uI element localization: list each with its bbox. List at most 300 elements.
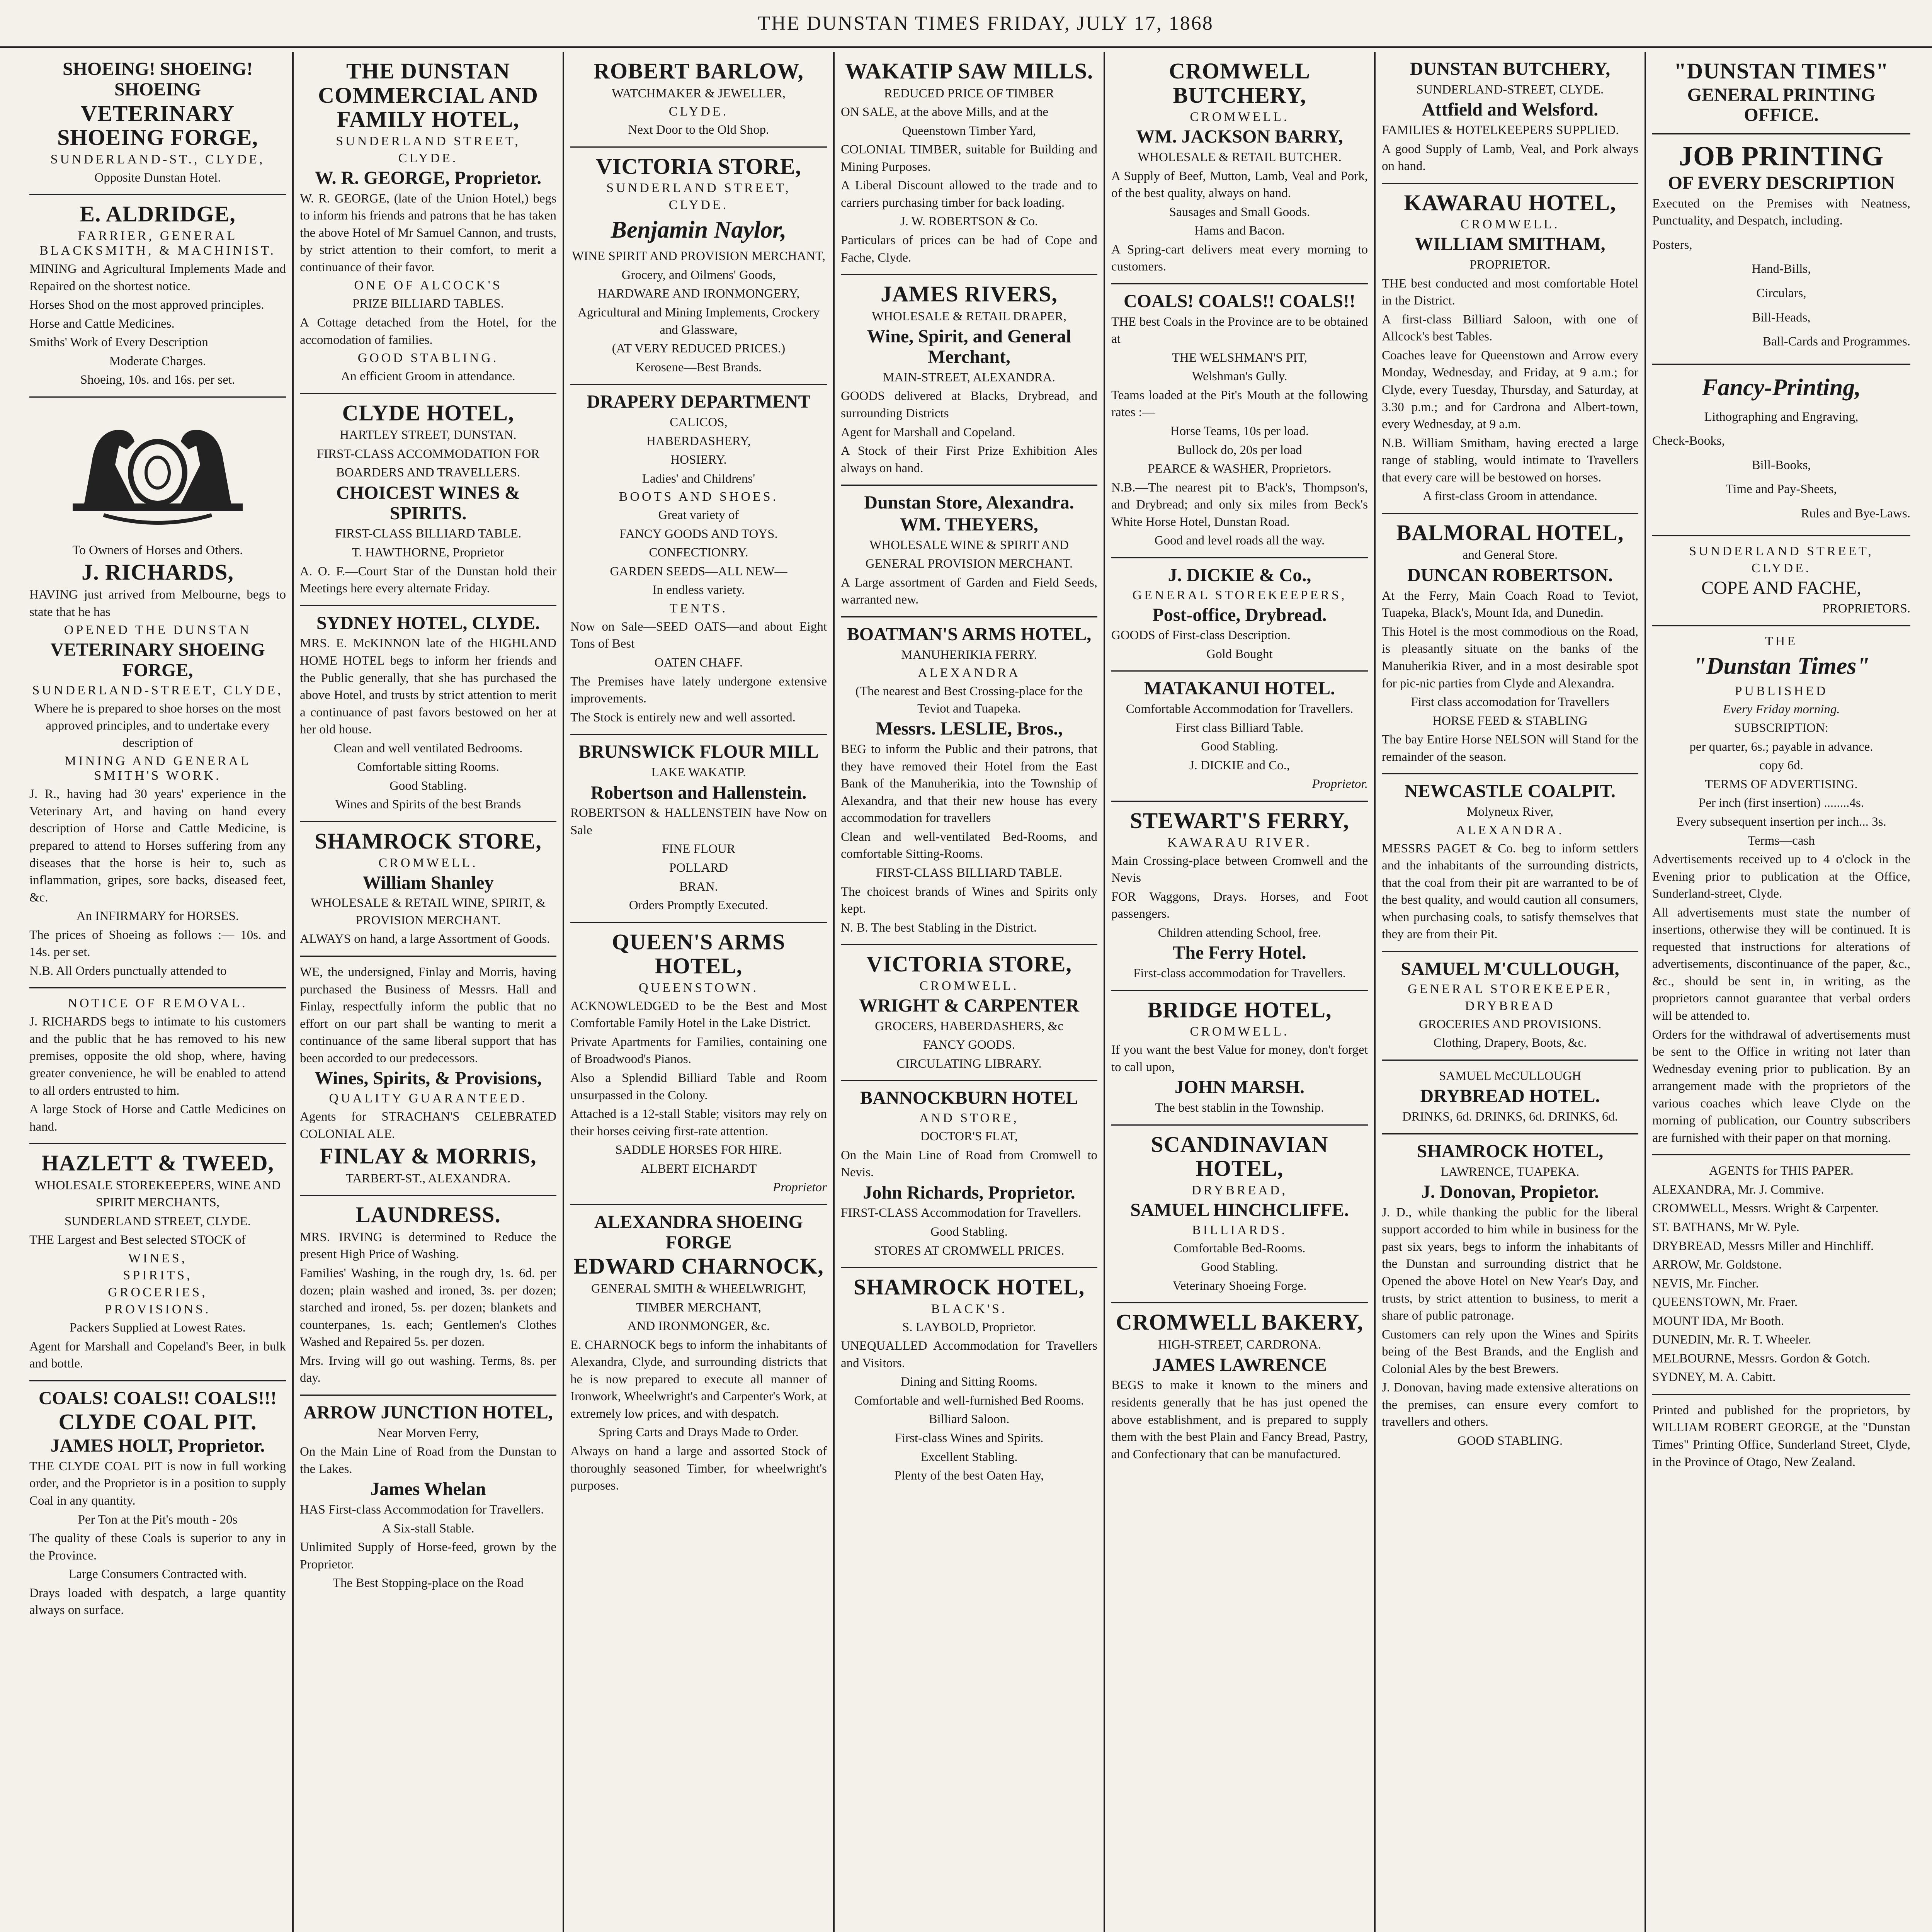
ad-line: WATCHMAKER & JEWELLER, <box>611 86 786 100</box>
ad-body: HAS First-class Accommodation for Travellers. <box>300 1503 544 1517</box>
ad-line: Good Stabling. <box>930 1225 1008 1239</box>
ad-subheading: SUNDERLAND-ST., CLYDE, <box>50 152 265 167</box>
ad-body: On the Main Line of Road from the Dunstan to the Lakes. <box>300 1445 556 1476</box>
ad-line: FIRST-CLASS BILLIARD TABLE. <box>335 527 522 541</box>
ad-heading: LAUNDRESS. <box>355 1202 501 1228</box>
ad-line: FINE FLOUR <box>662 842 735 856</box>
ad-wakatip-saw-mills <box>841 52 1097 275</box>
ad-heading: BALMORAL HOTEL, <box>1396 520 1624 545</box>
ad-dunstan-butchery <box>1382 52 1638 184</box>
ad-subheading: FARRIER, GENERAL BLACKSMITH, & MACHINIST. <box>39 229 276 258</box>
ad-shamrock-hotel-blacks <box>841 1268 1097 1492</box>
ad-heading: QUEEN'S ARMS HOTEL, <box>612 929 786 979</box>
ad-heading: Wine, Spirit, and General Merchant, <box>867 326 1071 367</box>
ad-heading: SCANDINAVIAN HOTEL, <box>1151 1131 1328 1181</box>
ad-heading: W. R. GEORGE, Proprietor. <box>315 167 542 188</box>
ad-line: In endless variety. <box>652 583 745 597</box>
ad-body: Smiths' Work of Every Description <box>29 335 208 350</box>
ad-heading: ROBERT BARLOW, <box>594 58 804 83</box>
ad-shamrock-hotel-lawrence <box>1382 1134 1638 1458</box>
ad-line: Circulars, <box>1756 286 1806 300</box>
ad-job-printing <box>1652 134 1910 364</box>
ad-subheading: QUEENSTOWN. <box>639 980 759 995</box>
ad-line: PRIZE BILLIARD TABLES. <box>352 297 504 311</box>
ad-body: Attached is a 12-stall Stable; visitors may rely on their horses ceiving first-rate attention. <box>570 1107 827 1138</box>
ad-line: LAWRENCE, TUAPEKA. <box>1440 1165 1580 1179</box>
ad-body: Advertisements received up to 4 o'clock in the Evening prior to publication at the Office, Sunderland-street, Clyde. <box>1652 852 1910 901</box>
ad-line: HARTLEY STREET, DUNSTAN. <box>340 428 517 442</box>
ad-body: The quality of these Coals is superior to any in the Province. <box>29 1531 286 1563</box>
ad-line: Per inch (first insertion) ........4s. <box>1698 796 1864 810</box>
ad-line: Good Stabling. <box>1201 740 1278 754</box>
ad-heading: COALS! COALS!! COALS!! <box>1123 291 1356 311</box>
ad-heading: CLYDE HOTEL, <box>342 400 514 425</box>
ad-aldridge <box>29 195 286 397</box>
ad-cromwell-butchery <box>1111 52 1368 284</box>
ad-line: SUNDERLAND STREET, CLYDE. <box>65 1214 251 1228</box>
ad-heading: DUNCAN ROBERTSON. <box>1407 565 1613 586</box>
ad-heading: VICTORIA STORE, <box>866 951 1072 977</box>
ad-body: Horse and Cattle Medicines. <box>29 316 175 331</box>
ad-fancy-printing <box>1652 365 1910 537</box>
ad-heading: Benjamin Naylor, <box>611 217 787 243</box>
ad-heading: EDWARD CHARNOCK, <box>573 1253 824 1279</box>
ad-subheading: SUNDERLAND STREET, <box>1689 544 1874 559</box>
ad-body: A Stock of their First Prize Exhibition Ales always on hand. <box>841 444 1097 475</box>
ad-line: (AT VERY REDUCED PRICES.) <box>612 342 786 356</box>
ad-line: HORSE FEED & STABLING <box>1432 714 1588 728</box>
ad-line: FIRST-CLASS BILLIARD TABLE. <box>876 866 1063 880</box>
ad-heading: J. DICKIE & Co., <box>1168 565 1311 585</box>
ad-subheading: CLYDE. <box>398 151 458 165</box>
ad-heading: DRYBREAD HOTEL. <box>1420 1086 1600 1107</box>
ad-body: ON SALE, at the above Mills, and at the <box>841 105 1049 119</box>
ad-subheading: DRYBREAD, <box>1192 1183 1287 1198</box>
ad-heading: WM. JACKSON BARRY, <box>1136 126 1343 147</box>
ad-line: GROCERIES AND PROVISIONS. <box>1418 1017 1602 1031</box>
ad-line: Ball-Cards and Programmes. <box>1762 335 1910 349</box>
agent-line: ALEXANDRA, Mr. J. Commive. <box>1652 1182 1824 1197</box>
ad-line: GOOD STABLING. <box>1457 1434 1563 1448</box>
ad-line: Rules and Bye-Laws. <box>1801 506 1910 520</box>
ad-heading: William Shanley <box>362 872 494 893</box>
ad-line: Gold Bought <box>1206 647 1273 661</box>
ad-body: J. RICHARDS begs to intimate to his customers and the public that he has removed to his new premises, opposite the old shop, where, having greater convenience, he will be enabled to attend to all orders entrusted to him. <box>29 1015 286 1098</box>
agent-line: DUNEDIN, Mr. R. T. Wheeler. <box>1652 1333 1811 1347</box>
ad-heading: James Whelan <box>370 1479 486 1500</box>
ad-heading: SHAMROCK HOTEL, <box>853 1274 1085 1300</box>
ad-line: PROPRIETOR. <box>1469 258 1551 272</box>
ad-body: The prices of Shoeing as follows :— 10s. and 14s. per set. <box>29 928 286 959</box>
ad-heading: WILLIAM SMITHAM, <box>1415 234 1605 255</box>
ad-body: Particulars of prices can be had of Cope and Fache, Clyde. <box>841 233 1097 265</box>
ad-heading: "DUNSTAN TIMES" <box>1674 58 1889 83</box>
ad-clyde-coal-pit <box>29 1381 286 1627</box>
ad-line: S. LAYBOLD, Proprietor. <box>902 1320 1036 1334</box>
ad-heading: "Dunstan Times" <box>1693 653 1870 679</box>
ad-line: Time and Pay-Sheets, <box>1726 482 1837 497</box>
column-4 <box>835 52 1105 1932</box>
ad-heading: JAMES LAWRENCE <box>1152 1354 1327 1375</box>
ad-line: OATEN CHAFF. <box>654 655 743 670</box>
ad-line: PEARCE & WASHER, Proprietors. <box>1148 462 1332 476</box>
ad-arrow-junction-hotel <box>300 1396 556 1600</box>
ad-line: SUNDERLAND-STREET, CLYDE. <box>1416 82 1604 97</box>
agent-line: NEVIS, Mr. Fincher. <box>1652 1276 1759 1291</box>
ad-heading: OF EVERY DESCRIPTION <box>1668 172 1895 193</box>
ad-heading: SAMUEL M'CULLOUGH, <box>1401 958 1619 979</box>
ad-subheading: KAWARAU RIVER. <box>1167 835 1312 850</box>
ad-line: Children attending School, free. <box>1158 925 1321 940</box>
ad-body: Agent for Marshall and Copeland's Beer, in bulk and bottle. <box>29 1339 286 1371</box>
ad-agents <box>1652 1155 1910 1395</box>
ad-body: A first-class Billiard Saloon, with one of Allcock's best Tables. <box>1382 312 1638 344</box>
ad-body: A Supply of Beef, Mutton, Lamb, Veal and Pork, of the best quality, always on hand. <box>1111 169 1368 201</box>
ad-line: SAMUEL McCULLOUGH <box>1439 1069 1582 1083</box>
ad-line: HIGH-STREET, CARDRONA. <box>1158 1338 1321 1352</box>
ad-line: THE WELSHMAN'S PIT, <box>1172 350 1308 365</box>
ad-line: PROPRIETORS. <box>1822 602 1910 616</box>
ad-heading: ALEXANDRA SHOEING FORGE <box>594 1211 803 1253</box>
ad-line: BRAN. <box>679 879 718 894</box>
ad-line: J. DICKIE and Co., <box>1189 758 1290 772</box>
agent-line: DRYBREAD, Messrs Miller and Hinchliff. <box>1652 1239 1874 1253</box>
ad-line: HABERDASHERY, <box>646 434 751 448</box>
ad-line: Check-Books, <box>1652 434 1725 448</box>
ad-heading: GENERAL PRINTING OFFICE. <box>1687 84 1876 126</box>
ad-line: LAKE WAKATIP. <box>651 765 746 779</box>
ad-body: At the Ferry, Main Coach Road to Teviot, Tuapeka, Black's, Mount Ida, and Dunedin. <box>1382 588 1638 620</box>
ad-shamrock-store <box>300 822 556 957</box>
page-columns <box>23 52 1932 1932</box>
ad-body: ALWAYS on hand, a large Assortment of Goods. <box>300 932 550 946</box>
ad-line: Queenstown Timber Yard, <box>902 124 1036 138</box>
ad-heading: BANNOCKBURN HOTEL <box>860 1088 1078 1109</box>
ad-body: N.B. All Orders punctually attended to <box>29 964 227 978</box>
ad-bannockburn-hotel <box>841 1081 1097 1268</box>
ad-notice-of-removal <box>29 988 286 1144</box>
ad-body: A Spring-cart delivers meat every morning to customers. <box>1111 242 1368 274</box>
ad-body: J. Donovan, having made extensive alterations on the premises, can ensure every comfort to travellers and others. <box>1382 1381 1638 1429</box>
ad-body: Agents for STRACHAN'S CELEBRATED COLONIAL ALE. <box>300 1110 556 1141</box>
ad-line: Next Door to the Old Shop. <box>628 123 769 137</box>
ad-subheading: GENERAL STOREKEEPERS, <box>1132 588 1347 602</box>
ad-subheading: GROCERIES, <box>108 1285 207 1299</box>
ad-body: Now on Sale—SEED OATS—and about Eight Tons of Best <box>570 619 827 651</box>
ad-line: Orders Promptly Executed. <box>629 898 769 913</box>
ad-heading: COALS! COALS!! COALS!!! <box>38 1388 277 1408</box>
ad-line: WHOLESALE & RETAIL WINE, SPIRIT, & PROVISION MERCHANT. <box>310 896 546 927</box>
ad-line: Spring Carts and Drays Made to Order. <box>599 1425 799 1440</box>
ad-body: N.B.—The nearest pit to B'ack's, Thompson's, and Drybread; and only six miles from Beck's White Horse Hotel, Dunstan Road. <box>1111 480 1368 529</box>
ad-line: Bill-Books, <box>1752 458 1811 472</box>
ad-heading: John Richards, Proprietor. <box>863 1182 1075 1203</box>
ad-line: Good Stabling. <box>1201 1260 1278 1274</box>
ad-body: ACKNOWLEDGED to be the Best and Most Comfortable Family Hotel in the Lake District. <box>570 999 827 1031</box>
ad-heading: VETERINARY SHOEING FORGE, <box>57 100 258 150</box>
ad-subheading: ALEXANDRA. <box>1456 823 1565 837</box>
ad-body: BEGS to make it known to the miners and residents generally that he has just opened the above establishment, and is prepared to supply them with the best Plain and Fancy Bread, Pastry, and Confectionary that can be manufactured. <box>1111 1378 1368 1461</box>
ad-line: WHOLESALE & RETAIL DRAPER, <box>872 309 1066 323</box>
ad-line: FANCY GOODS AND TOYS. <box>619 527 778 541</box>
ad-line: J. W. ROBERTSON & Co. <box>900 214 1038 229</box>
ad-body: MRS. E. McKINNON late of the HIGHLAND HOME HOTEL begs to inform her friends and the Public generally, that she has purchased the above Hotel, and trusts by strict attention to merit a continuance of past favors bestowed on her at her old house. <box>300 636 556 737</box>
ad-heading: KAWARAU HOTEL, <box>1404 190 1616 215</box>
ad-subheading: BOOTS AND SHOES. <box>619 490 779 504</box>
ad-line: DRINKS, 6d. DRINKS, 6d. DRINKS, 6d. <box>1402 1110 1618 1124</box>
ad-subheading: NOTICE OF REMOVAL. <box>68 996 248 1011</box>
ad-body: HAVING just arrived from Melbourne, begs to state that he has <box>29 588 286 619</box>
ad-body: ROBERTSON & HALLENSTEIN have Now on Sale <box>570 806 827 837</box>
ad-subheading: SUNDERLAND STREET, <box>336 134 520 148</box>
ad-subheading: BLACK'S. <box>931 1301 1007 1316</box>
ad-line: First class Billiard Table. <box>1175 721 1304 735</box>
ad-line: and General Store. <box>1462 548 1558 562</box>
ad-heading: THE DUNSTAN COMMERCIAL AND FAMILY HOTEL, <box>318 58 538 132</box>
ad-heading: SAMUEL HINCHCLIFFE. <box>1130 1200 1349 1221</box>
ad-line: FANCY GOODS. <box>923 1038 1015 1052</box>
ad-body: THE best conducted and most comfortable Hotel in the District. <box>1382 276 1638 308</box>
ad-line: Horse Teams, 10s per load. <box>1170 424 1309 438</box>
ad-subheading: SUNDERLAND-STREET, CLYDE, <box>32 683 283 697</box>
ad-drapery-department <box>570 385 827 735</box>
ad-body: BEG to inform the Public and their patrons, that they have removed their Hotel from the East Bank of the Manuherikia, into the Township of Alexandra, and that their new house has every accommodation for travellers <box>841 742 1097 825</box>
ad-heading: Fancy-Printing, <box>1702 374 1861 401</box>
agent-line: MELBOURNE, Messrs. Gordon & Gotch. <box>1652 1351 1870 1366</box>
ad-line: WINE SPIRIT AND PROVISION MERCHANT, <box>571 249 826 264</box>
ad-bridge-hotel <box>1111 991 1368 1126</box>
ad-veterinary-shoeing-forge <box>29 52 286 195</box>
ad-line: MANUHERIKIA FERRY. <box>901 648 1037 662</box>
ad-line: Good Stabling. <box>389 779 467 793</box>
ad-heading: NEWCASTLE COALPIT. <box>1405 781 1616 802</box>
ad-heading: Post-office, Drybread. <box>1152 604 1327 625</box>
ad-line: T. HAWTHORNE, Proprietor <box>352 546 505 560</box>
ad-subheading: GOOD STABLING. <box>357 351 499 366</box>
ad-line: MAIN-STREET, ALEXANDRA. <box>883 370 1055 384</box>
column-6 <box>1376 52 1646 1932</box>
ad-body: Agent for Marshall and Copeland. <box>841 425 1015 439</box>
ad-line: WHOLESALE WINE & SPIRIT AND <box>869 538 1069 552</box>
ad-clyde-hotel <box>300 394 556 606</box>
ad-line: WHOLESALE STOREKEEPERS, WINE AND SPIRIT MERCHANTS, <box>34 1178 281 1210</box>
ad-line: per quarter, 6s.; payable in advance. <box>1689 740 1873 754</box>
ad-heading: The Ferry Hotel. <box>1173 942 1306 963</box>
ad-body: GOODS delivered at Blacks, Drybread, and surrounding Districts <box>841 389 1097 420</box>
ad-heading: Attfield and Welsford. <box>1422 99 1599 120</box>
ad-body: MRS. IRVING is determined to Reduce the present High Price of Washing. <box>300 1230 556 1262</box>
ad-subheading: ALEXANDRA <box>918 666 1020 680</box>
ad-subheading: QUALITY GUARANTEED. <box>329 1091 527 1106</box>
ad-body: The choicest brands of Wines and Spirits only kept. <box>841 884 1097 916</box>
ad-body: The Stock is entirely new and well assorted. <box>570 710 796 724</box>
ad-line: Molyneux River, <box>1466 805 1554 819</box>
ad-body: UNEQUALLED Accommodation for Travellers and Visitors. <box>841 1339 1097 1370</box>
ad-line: CALICOS, <box>670 415 728 429</box>
ad-line: First class accomodation for Travellers <box>1411 695 1609 709</box>
ad-line: An efficient Groom in attendance. <box>341 369 515 384</box>
ad-subheading: ONE OF ALCOCK'S <box>354 278 502 293</box>
ad-subheading: OPENED THE DUNSTAN <box>64 623 252 638</box>
ad-heading: SYDNEY HOTEL, CLYDE. <box>316 612 540 633</box>
ad-line: Clothing, Drapery, Boots, &c. <box>1433 1036 1587 1050</box>
ad-subheading: WINES, <box>128 1251 187 1265</box>
ad-line: The best stablin in the Township. <box>1155 1101 1324 1115</box>
ad-subheading: GENERAL STOREKEEPER, <box>1408 981 1612 996</box>
ad-dunstan-hotel <box>300 52 556 394</box>
ad-scandinavian-hotel <box>1111 1126 1368 1304</box>
ad-line: Comfortable sitting Rooms. <box>357 760 499 774</box>
ad-imprint <box>1652 1395 1910 1478</box>
ad-body: Families' Washing, in the rough dry, 1s. 6d. per dozen; plain washed and ironed, 3s. per dozen; starched and ironed, 5s. per dozen; blankets and counterpanes, 1s. each; Gentlemen's Clothes Washed and Repaired 5s. per dozen. <box>300 1266 556 1349</box>
ad-body: E. CHARNOCK begs to inform the inhabitants of Alexandra, Clyde, and surrounding districts that he is now prepared to execute all manner of Ironwork, Wheelwright's and Carpenter's Work, at extremely low prices, and with despatch. <box>570 1338 827 1421</box>
ad-subheading: SUNDERLAND STREET, <box>606 181 791 196</box>
ad-body: J. R., having had 30 years' experience in the Veterinary Art, and having on hand every description of Horse and Cattle Medicine, is prepared to attend to Horses suffering from any diseases that the horse is heir to, such as inflammation, gripes, sore backs, diseased feet, &c. <box>29 787 286 905</box>
ad-heading: Robertson and Hallenstein. <box>590 782 807 803</box>
ad-line: SADDLE HORSES FOR HIRE. <box>615 1143 782 1157</box>
ad-dunstan-times-terms <box>1652 626 1910 1156</box>
ad-body: FAMILIES & HOTELKEEPERS SUPPLIED. <box>1382 123 1619 138</box>
ad-heading: Dunstan Store, Alexandra. <box>864 492 1074 513</box>
ad-line: Every subsequent insertion per inch... 3s. <box>1676 815 1886 829</box>
ad-samuel-mccullough-store <box>1382 952 1638 1061</box>
ad-line: GENERAL PROVISION MERCHANT. <box>865 557 1073 571</box>
agent-line: MOUNT IDA, Mr Booth. <box>1652 1314 1784 1328</box>
ad-line: REDUCED PRICE OF TIMBER <box>884 86 1054 100</box>
ad-robert-barlow <box>570 52 827 148</box>
ad-body: Coaches leave for Queenstown and Arrow every Monday, Wednesday, and Friday, at 9 a.m.; for Clyde, every Tuesday, Thursday, and Saturday, at 3.30 p.m.; and for Cardrona and Albert-town, every Wednesday, at 9 a.m. <box>1382 348 1638 432</box>
ad-line: Posters, <box>1652 238 1692 252</box>
ad-body: On the Main Line of Road from Cromwell to Nevis. <box>841 1148 1097 1180</box>
ad-body: Executed on the Premises with Neatness, Punctuality, and Despatch, including. <box>1652 196 1910 228</box>
ad-j-dickie <box>1111 558 1368 672</box>
ad-line: To Owners of Horses and Others. <box>72 543 243 557</box>
ad-line: HARDWARE AND IRONMONGERY, <box>597 287 800 301</box>
ad-line: First-class Wines and Spirits. <box>895 1431 1044 1446</box>
column-5 <box>1105 52 1376 1932</box>
ad-kawarau-hotel <box>1382 184 1638 514</box>
ad-line: Welshman's Gully. <box>1192 369 1287 384</box>
ad-body: The Premises have lately undergone extensive improvements. <box>570 674 827 706</box>
ad-heading: ARROW JUNCTION HOTEL, <box>303 1402 553 1423</box>
imprint-text: Printed and published for the proprietors, by WILLIAM ROBERT GEORGE, at the "Dunstan Times" Printing Office, Sunderland Street, Clyde, in the Province of Otago, New Zealand. <box>1652 1403 1910 1469</box>
ad-line: A first-class Groom in attendance. <box>1423 489 1597 503</box>
ad-body: FOR Waggons, Drays. Horses, and Foot passengers. <box>1111 889 1368 921</box>
ad-line: DOCTOR'S FLAT, <box>920 1129 1018 1144</box>
ad-sydney-hotel <box>300 606 556 822</box>
ad-body: MESSRS PAGET & Co. beg to inform settlers and the inhabitants of the surrounding districts, that the coal from their pit are warranted to be of the best quality, and would caution all consumers, when purchasing coals, to satisfy themselves that they are from their Pit. <box>1382 841 1638 942</box>
ad-line: Lithographing and Engraving, <box>1704 410 1859 424</box>
ad-heading: MATAKANUI HOTEL. <box>1144 678 1335 699</box>
ad-line: Billiard Saloon. <box>929 1412 1010 1427</box>
ad-heading: BRUNSWICK FLOUR MILL <box>578 742 819 762</box>
ad-body: J. D., while thanking the public for the liberal support accorded to him while in business for the past six years, begs to inform the inhabitants of the Dunstan and surrounding district that he Opened the above Hotel on New Year's Day, and trusts, by strict attention to business, to merit a share of public patronage. <box>1382 1205 1638 1323</box>
column-2 <box>294 52 564 1932</box>
ad-body: Teams loaded at the Pit's Mouth at the following rates :— <box>1111 388 1368 420</box>
ad-body: Private Apartments for Families, containing one of Broadwood's Pianos. <box>570 1035 827 1066</box>
ad-body: A Cottage detached from the Hotel, for the accomodation of families. <box>300 315 556 347</box>
ad-body: COLONIAL TIMBER, suitable for Building and Mining Purposes. <box>841 143 1097 174</box>
ad-heading: VICTORIA STORE, <box>596 153 801 179</box>
ad-body: A. O. F.—Court Star of the Dunstan hold their Meetings here every alternate Friday. <box>300 564 556 596</box>
ad-line: GENERAL SMITH & WHEELWRIGHT, <box>591 1282 806 1296</box>
ad-line: BOARDERS AND TRAVELLERS. <box>336 466 520 480</box>
ad-subheading: SPIRITS, <box>123 1268 192 1282</box>
ad-body: Always on hand a large and assorted Stock of thoroughly seasoned Timber, for wheelwright's purposes. <box>570 1444 827 1493</box>
ad-line: An INFIRMARY for HORSES. <box>76 909 239 923</box>
ad-line: Agricultural and Mining Implements, Crockery and Glassware, <box>578 305 820 337</box>
ad-line: WHOLESALE & RETAIL BUTCHER. <box>1138 150 1342 165</box>
ad-heading: JOHN MARSH. <box>1175 1077 1304 1098</box>
ad-line: AGENTS for THIS PAPER. <box>1709 1164 1854 1178</box>
ad-victoria-store-cromwell <box>841 945 1097 1081</box>
ad-line: Proprietor <box>773 1180 827 1195</box>
ad-subheading: BILLIARDS. <box>1192 1223 1287 1237</box>
agent-line: ST. BATHANS, Mr W. Pyle. <box>1652 1220 1799 1234</box>
ad-body: Main Crossing-place between Cromwell and the Nevis <box>1111 854 1368 885</box>
ad-body: A Liberal Discount allowed to the trade and to carriers purchasing timber for back loading. <box>841 179 1097 210</box>
ad-line: Opposite Dunstan Hotel. <box>94 170 221 185</box>
column-1 <box>23 52 294 1932</box>
ad-heading: JAMES RIVERS, <box>881 281 1058 307</box>
ad-subheading: DRYBREAD <box>1465 998 1555 1013</box>
ad-line: Terms—cash <box>1748 833 1815 848</box>
ad-subheading: CROMWELL. <box>1190 1024 1289 1039</box>
ad-line: TERMS OF ADVERTISING. <box>1705 777 1858 791</box>
ad-subheading: TENTS. <box>669 601 728 616</box>
ad-heading: Wines, Spirits, & Provisions, <box>315 1068 542 1089</box>
ad-subheading: CROMWELL. <box>919 978 1019 993</box>
ad-stewarts-ferry <box>1111 802 1368 991</box>
ad-body: THE Largest and Best selected STOCK of <box>29 1233 246 1247</box>
ad-subheading: CLYDE. <box>668 104 729 119</box>
ad-line: TARBERT-ST., ALEXANDRA. <box>345 1171 511 1185</box>
ad-line: Shoeing, 10s. and 16s. per set. <box>80 373 235 387</box>
ad-heading: J. Donovan, Propietor. <box>1421 1182 1599 1202</box>
ad-line: Hams and Bacon. <box>1194 224 1285 238</box>
ad-line: Veterinary Shoeing Forge. <box>1172 1279 1307 1293</box>
ad-line: Per Ton at the Pit's mouth - 20s <box>78 1512 238 1527</box>
ad-finlay-morris <box>300 957 556 1196</box>
ad-heading: BRIDGE HOTEL, <box>1147 997 1332 1022</box>
ad-dunstan-store <box>841 486 1097 617</box>
ad-line: Kerosene—Best Brands. <box>635 360 762 374</box>
ad-line: Every Friday morning. <box>1723 702 1840 716</box>
ad-queens-arms-hotel <box>570 923 827 1205</box>
ad-line: Excellent Stabling. <box>920 1450 1018 1464</box>
ad-heading: DUNSTAN BUTCHERY, <box>1410 59 1611 79</box>
ad-subheading: PUBLISHED <box>1735 684 1828 698</box>
ad-line: CIRCULATING LIBRARY. <box>896 1056 1042 1071</box>
ad-subheading: CROMWELL. <box>1190 110 1289 124</box>
ad-hazlett-tweed <box>29 1144 286 1381</box>
ad-line: TIMBER MERCHANT, <box>636 1300 761 1315</box>
ad-heading: CROMWELL BAKERY, <box>1116 1310 1364 1335</box>
ad-line: Comfortable Bed-Rooms. <box>1173 1241 1306 1255</box>
ad-line: POLLARD <box>669 861 728 875</box>
ad-body: All advertisements must state the number of insertions, otherwise they will be continued. It is requested that instructions for alterations of advertisements, discontinuance of the paper, &c., &c., should be sent in, in writing, as the proprietors cannot guarantee that verbal orders will be attended to. <box>1652 905 1910 1023</box>
ad-subheading: CROMWELL. <box>378 855 478 870</box>
ad-line: GARDEN SEEDS—ALL NEW— <box>610 564 787 578</box>
ad-line: Ladies' and Childrens' <box>642 471 755 486</box>
ad-body: If you want the best Value for money, don't forget to call upon, <box>1111 1043 1368 1074</box>
ad-line: Packers Supplied at Lowest Rates. <box>70 1321 246 1335</box>
ad-line: (The nearest and Best Crossing-place for the Teviot and Tuapeka. <box>855 684 1083 716</box>
ad-line: Where he is prepared to shoe horses on the most approved principles, and to undertake every description of <box>34 701 281 750</box>
ad-printing-office <box>1652 52 1910 134</box>
ad-body: This Hotel is the most commodious on the Road, is pleasantly situate on the banks of the Manuherikia River, and in a most desirable spot for pic-nic parties from Clyde and Alexandra. <box>1382 624 1638 690</box>
ad-subheading: THE <box>1765 634 1798 648</box>
